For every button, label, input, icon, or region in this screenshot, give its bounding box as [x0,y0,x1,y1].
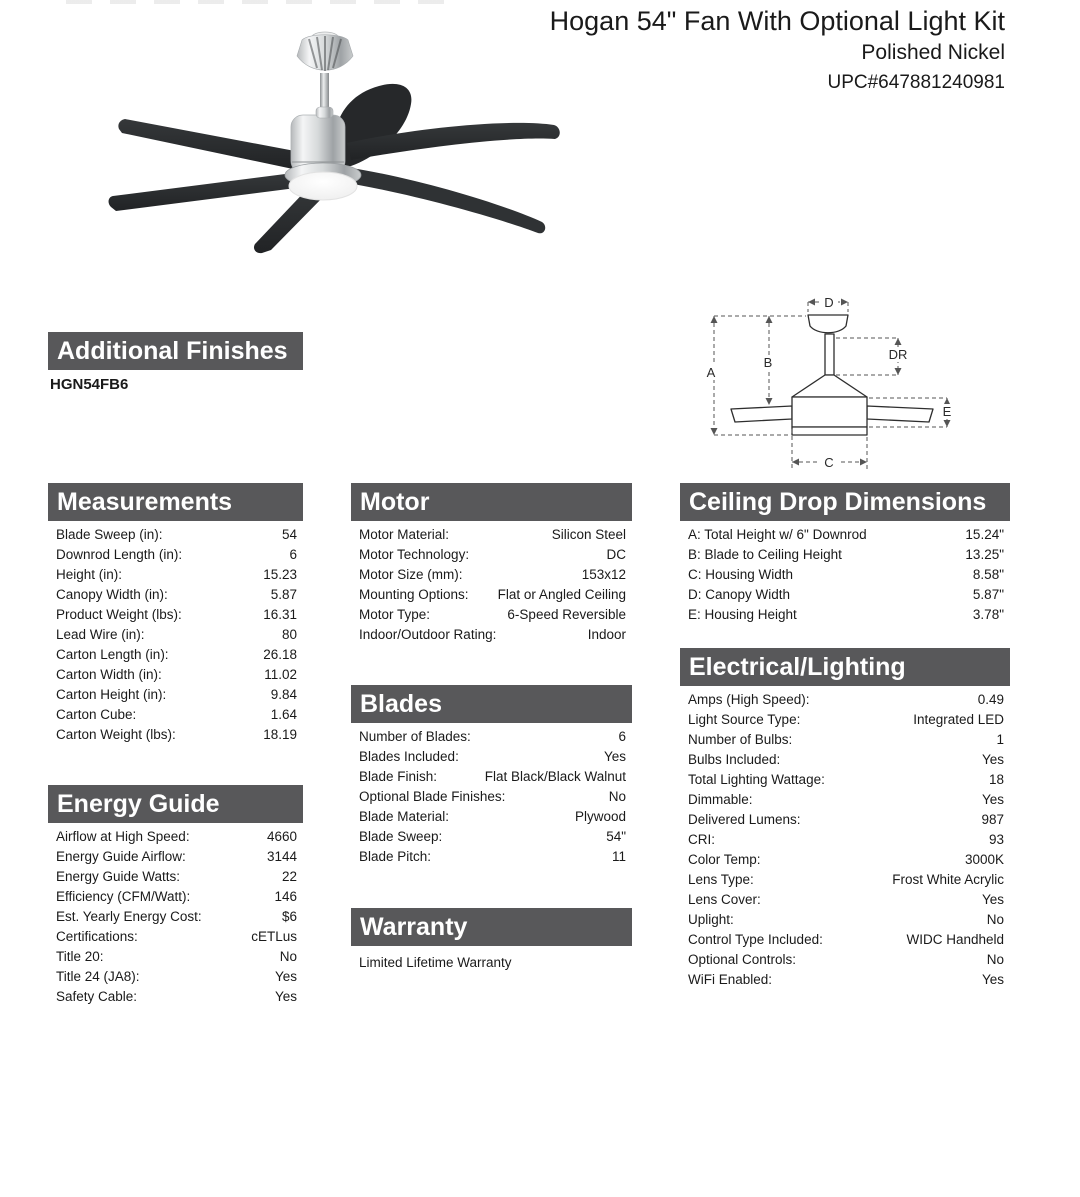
spec-row [48,847,303,867]
spec-label: Light Source Type: [688,712,801,727]
spec-label: Number of Bulbs: [688,732,793,747]
spec-label: Amps (High Speed): [688,692,810,707]
spec-label: Efficiency (CFM/Watt): [56,889,191,904]
spec-row [680,770,1010,790]
blades-section [351,685,632,867]
spec-value: Silicon Steel [551,527,626,542]
spec-row [351,747,632,767]
spec-value: 18.19 [263,727,297,742]
spec-label: Carton Height (in): [56,687,167,702]
dim-label-dr: DR [888,347,908,362]
spec-label: Optional Blade Finishes: [359,789,506,804]
spec-row [351,847,632,867]
spec-label: Lens Cover: [688,892,761,907]
ceiling-drop-section [680,483,1010,625]
spec-row [680,730,1010,750]
spec-label: Uplight: [688,912,734,927]
motor-section [351,483,632,645]
spec-value: Yes [981,972,1004,987]
spec-label: Number of Blades: [359,729,471,744]
spec-row [351,565,632,585]
diagram-housing-bottom [792,427,867,435]
spec-value: No [279,949,297,964]
spec-value: 13.25" [965,547,1004,562]
spec-row [351,787,632,807]
spec-label: Canopy Width (in): [56,587,168,602]
spec-value: 6 [289,547,297,562]
spec-label: Motor Technology: [359,547,470,562]
light-lens [289,172,357,200]
spec-value: 6 [618,729,626,744]
spec-value: Frost White Acrylic [892,872,1004,887]
spec-row [680,790,1010,810]
warranty-section [351,908,632,970]
spec-label: Control Type Included: [688,932,823,947]
spec-row [48,947,303,967]
spec-value: Yes [274,989,297,1004]
ceiling-drop-header: Ceiling Drop Dimensions [680,483,1010,521]
spec-row [48,887,303,907]
spec-label: Lead Wire (in): [56,627,145,642]
spec-value: Integrated LED [913,712,1004,727]
spec-value: 9.84 [270,687,297,702]
spec-label: Title 20: [56,949,104,964]
spec-row [48,585,303,605]
spec-label: Color Temp: [688,852,761,867]
spec-label: C: Housing Width [688,567,794,582]
spec-value: Yes [981,892,1004,907]
spec-value: 3.78" [972,607,1004,622]
spec-row [48,705,303,725]
spec-row [48,967,303,987]
spec-row [48,927,303,947]
spec-label: Delivered Lumens: [688,812,801,827]
diagram-flare [792,375,867,397]
spec-value: Yes [981,752,1004,767]
spec-label: Energy Guide Airflow: [56,849,186,864]
spec-row [48,605,303,625]
additional-finishes-header: Additional Finishes [48,332,303,370]
spec-label: Airflow at High Speed: [56,829,190,844]
spec-label: CRI: [688,832,715,847]
dim-label-b: B [763,355,773,370]
spec-value: 1.64 [270,707,297,722]
spec-label: Optional Controls: [688,952,797,967]
spec-row [680,565,1010,585]
spec-label: Energy Guide Watts: [56,869,181,884]
spec-label: Blades Included: [359,749,459,764]
spec-row [48,545,303,565]
diagram-canopy [808,315,848,333]
spec-value: 153x12 [581,567,626,582]
spec-label: D: Canopy Width [688,587,791,602]
spec-value: 8.58" [972,567,1004,582]
spec-value: 22 [281,869,297,884]
spec-label: A: Total Height w/ 6" Downrod [688,527,867,542]
spec-value: 987 [981,812,1004,827]
electrical-lighting-section [680,648,1010,990]
energy-guide-section [48,785,303,1007]
spec-row [48,987,303,1007]
spec-value: 3144 [266,849,297,864]
spec-row [48,685,303,705]
spec-row [351,827,632,847]
spec-row [351,625,632,645]
spec-value: Indoor [587,627,626,642]
spec-row [48,525,303,545]
spec-label: Carton Length (in): [56,647,169,662]
spec-row [680,910,1010,930]
spec-label: Blade Material: [359,809,450,824]
spec-label: Product Weight (lbs): [56,607,182,622]
blades-header: Blades [351,685,632,723]
spec-value: 11.02 [264,667,297,682]
spec-row [680,605,1010,625]
diagram-left-blade [731,406,792,422]
spec-value: 6-Speed Reversible [507,607,626,622]
spec-label: Height (in): [56,567,123,582]
spec-row [351,767,632,787]
spec-row [48,625,303,645]
dim-label-d: D [824,295,834,310]
spec-value: 5.87" [972,587,1004,602]
spec-row [48,725,303,745]
spec-row [351,585,632,605]
spec-value: 3000K [964,852,1004,867]
spec-value: 15.23 [263,567,297,582]
spec-label: Downrod Length (in): [56,547,183,562]
finish-subtitle: Polished Nickel [861,41,1005,64]
spec-value: Yes [603,749,626,764]
spec-value: Yes [274,969,297,984]
spec-value: 0.49 [977,692,1004,707]
spec-row [680,545,1010,565]
spec-value: 18 [988,772,1004,787]
spec-label: Motor Type: [359,607,431,622]
spec-value: 146 [274,889,297,904]
spec-row [48,665,303,685]
spec-row [680,525,1010,545]
spec-value: 93 [988,832,1004,847]
spec-label: Title 24 (JA8): [56,969,140,984]
spec-row [48,565,303,585]
spec-row [680,810,1010,830]
spec-row [48,827,303,847]
diagram-housing [792,397,867,427]
spec-row [680,850,1010,870]
spec-value: Plywood [574,809,626,824]
page-title: Hogan 54" Fan With Optional Light Kit [549,6,1005,36]
spec-row [351,545,632,565]
spec-label: Blade Pitch: [359,849,432,864]
spec-value: 16.31 [263,607,297,622]
spec-value: Yes [981,792,1004,807]
upc-code: UPC#647881240981 [827,72,1005,93]
spec-row [680,930,1010,950]
spec-row [680,970,1010,990]
spec-label: Blade Sweep (in): [56,527,163,542]
spec-value: No [608,789,626,804]
spec-label: E: Housing Height [688,607,797,622]
spec-label: Est. Yearly Energy Cost: [56,909,202,924]
spec-row [680,950,1010,970]
spec-value: 15.24" [965,527,1004,542]
spec-value: 4660 [266,829,297,844]
spec-label: Blade Finish: [359,769,438,784]
spec-label: Motor Material: [359,527,450,542]
coupling [316,107,333,118]
spec-label: Total Lighting Wattage: [688,772,825,787]
spec-row [680,890,1010,910]
spec-label: Motor Size (mm): [359,567,463,582]
spec-label: Carton Width (in): [56,667,162,682]
spec-value: Flat or Angled Ceiling [497,587,626,602]
electrical-lighting-header: Electrical/Lighting [680,648,1010,686]
spec-label: WiFi Enabled: [688,972,773,987]
model-code: HGN54FB6 [50,376,129,393]
spec-row [680,750,1010,770]
spec-value: 54" [606,829,626,844]
measurements-header: Measurements [48,483,303,521]
spec-value: WIDC Handheld [906,932,1004,947]
spec-row [680,690,1010,710]
spec-row [48,645,303,665]
diagram-right-blade [867,406,933,422]
additional-finishes-section [48,332,303,393]
spec-label: Dimmable: [688,792,753,807]
spec-value: 11 [611,849,626,864]
warranty-text: Limited Lifetime Warranty [359,955,512,970]
spec-value: 80 [281,627,297,642]
spec-value: $6 [281,909,297,924]
spec-label: Indoor/Outdoor Rating: [359,627,497,642]
dim-label-c: C [824,455,834,470]
ceiling-drop-diagram [700,285,1040,480]
spec-label: Bulbs Included: [688,752,781,767]
spec-value: 26.18 [263,647,297,662]
warranty-header: Warranty [351,908,632,946]
spec-row [48,867,303,887]
spec-row [680,870,1010,890]
spec-label: Safety Cable: [56,989,138,1004]
spec-value: 5.87 [270,587,297,602]
spec-label: Carton Weight (lbs): [56,727,176,742]
spec-value: cETLus [251,929,297,944]
spec-value: DC [606,547,626,562]
spec-row [48,907,303,927]
spec-label: Certifications: [56,929,138,944]
spec-value: 1 [996,732,1004,747]
measurements-section [48,483,303,745]
spec-row [680,710,1010,730]
spec-row [351,525,632,545]
spec-value: No [986,952,1004,967]
spec-row [351,605,632,625]
spec-value: 54 [281,527,297,542]
spec-label: Mounting Options: [359,587,469,602]
spec-label: Blade Sweep: [359,829,443,844]
spec-row [351,727,632,747]
dim-label-a: A [706,365,716,380]
spec-label: Carton Cube: [56,707,137,722]
spec-value: No [986,912,1004,927]
spec-label: B: Blade to Ceiling Height [688,547,842,562]
diagram-downrod [825,334,834,375]
motor-header: Motor [351,483,632,521]
dim-label-e: E [942,404,952,419]
spec-label: Lens Type: [688,872,754,887]
fan-product-image [95,25,630,265]
energy-guide-header: Energy Guide [48,785,303,823]
spec-value: Flat Black/Black Walnut [484,769,626,784]
spec-row [351,807,632,827]
spec-row [680,830,1010,850]
spec-row [680,585,1010,605]
cropped-header-artifact [66,0,456,4]
